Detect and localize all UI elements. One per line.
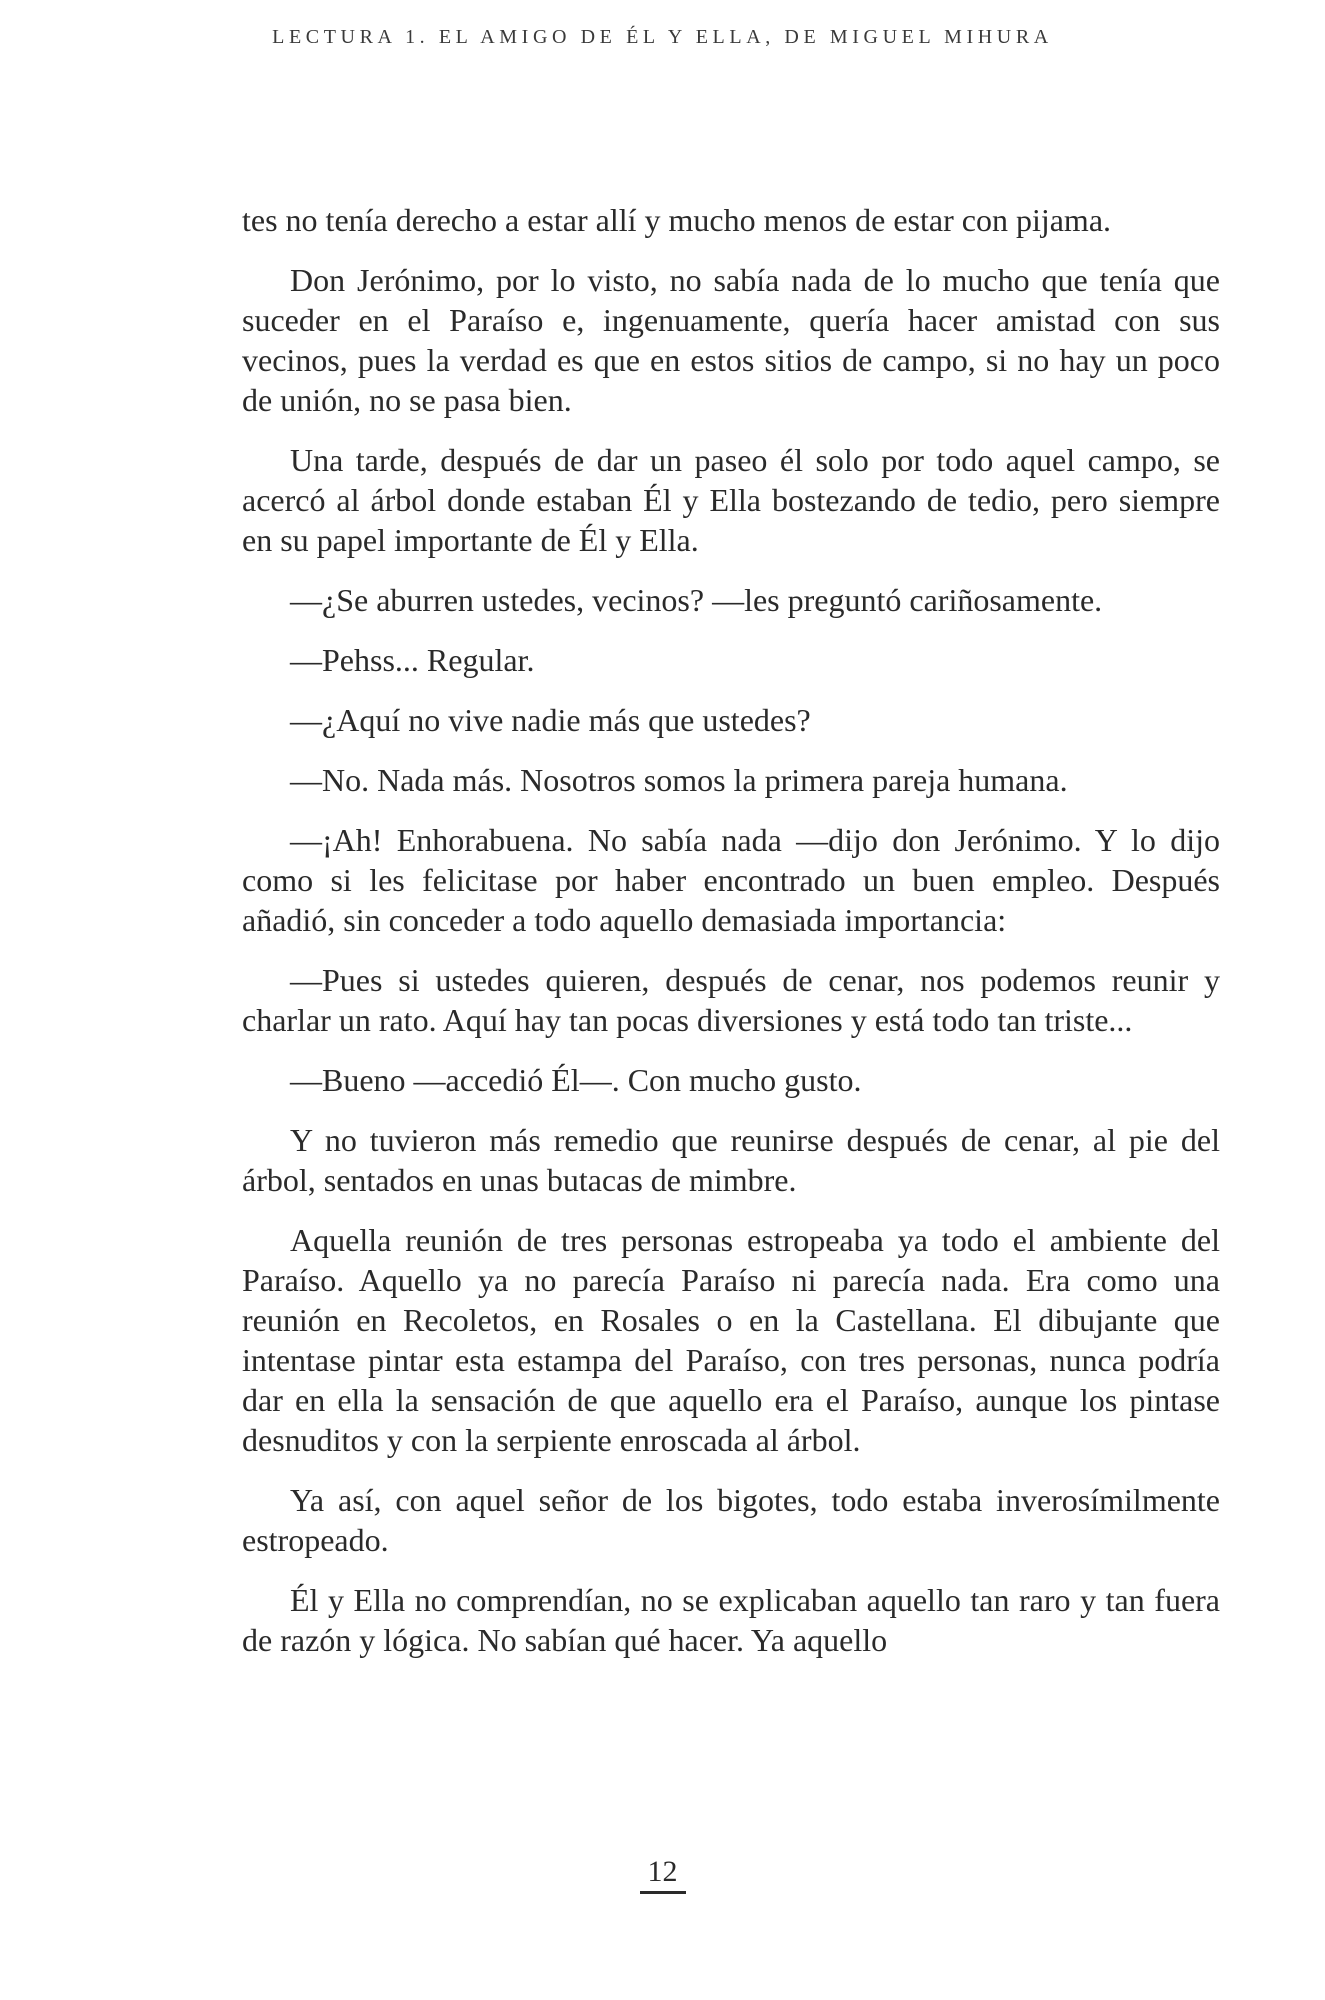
dialogue-line: —¡Ah! Enhorabuena. No sabía nada —dijo don Jerónimo. Y lo dijo como si les felicitase por haber encontrado un buen empleo. Después añadió, sin conceder a todo aquello demasiada importancia:: [242, 822, 1220, 938]
running-head: LECTURA 1. EL AMIGO DE ÉL Y ELLA, DE MIGUEL MIHURA: [272, 26, 1053, 48]
paragraph: Don Jerónimo, por lo visto, no sabía nada de lo mucho que tenía que suceder en el Paraíso e, ingenuamente, quería hacer amistad con sus vecinos, pues la verdad es que en estos sitios de campo, si no hay un poco de unión, no se pasa bien.: [242, 262, 1220, 418]
dialogue-line: —Bueno —accedió Él—. Con mucho gusto.: [290, 1062, 862, 1098]
dialogue-line: —¿Se aburren ustedes, vecinos? —les preguntó cariñosamente.: [290, 582, 1103, 618]
dialogue-line: —Pues si ustedes quieren, después de cenar, nos podemos reunir y charlar un rato. Aquí hay tan pocas diversiones y está todo tan triste...: [242, 962, 1220, 1038]
body-text: [242, 200, 1220, 1680]
paragraph: Ya así, con aquel señor de los bigotes, todo estaba inverosímilmente estropeado.: [242, 1482, 1220, 1558]
paragraph: Él y Ella no comprendían, no se explicaban aquello tan raro y tan fuera de razón y lógica. No sabían qué hacer. Ya aquello: [242, 1582, 1220, 1658]
dialogue-line: —¿Aquí no vive nadie más que ustedes?: [290, 702, 811, 738]
paragraph: Una tarde, después de dar un paseo él solo por todo aquel campo, se acercó al árbol donde estaban Él y Ella bostezando de tedio, pero siempre en su papel importante de Él y Ella.: [242, 442, 1220, 558]
page-number: [0, 1855, 1325, 1894]
paragraph: tes no tenía derecho a estar allí y mucho menos de estar con pijama.: [242, 202, 1112, 238]
page-number-value: 12: [640, 1855, 686, 1894]
dialogue-line: —Pehss... Regular.: [290, 642, 535, 678]
dialogue-line: —No. Nada más. Nosotros somos la primera pareja humana.: [290, 762, 1068, 798]
paragraph: Aquella reunión de tres personas estropeaba ya todo el ambiente del Paraíso. Aquello ya no parecía Paraíso ni parecía nada. Era como una reunión en Recoletos, en Rosales o en la Castellana. El dibujante que intentase pintar esta estampa del Paraíso, con tres personas, nunca podría dar en ella la sensación de que aquello era el Paraíso, aunque los pintase desnuditos y con la serpiente enroscada al árbol.: [242, 1222, 1220, 1458]
paragraph: Y no tuvieron más remedio que reunirse después de cenar, al pie del árbol, sentados en unas butacas de mimbre.: [242, 1122, 1220, 1198]
